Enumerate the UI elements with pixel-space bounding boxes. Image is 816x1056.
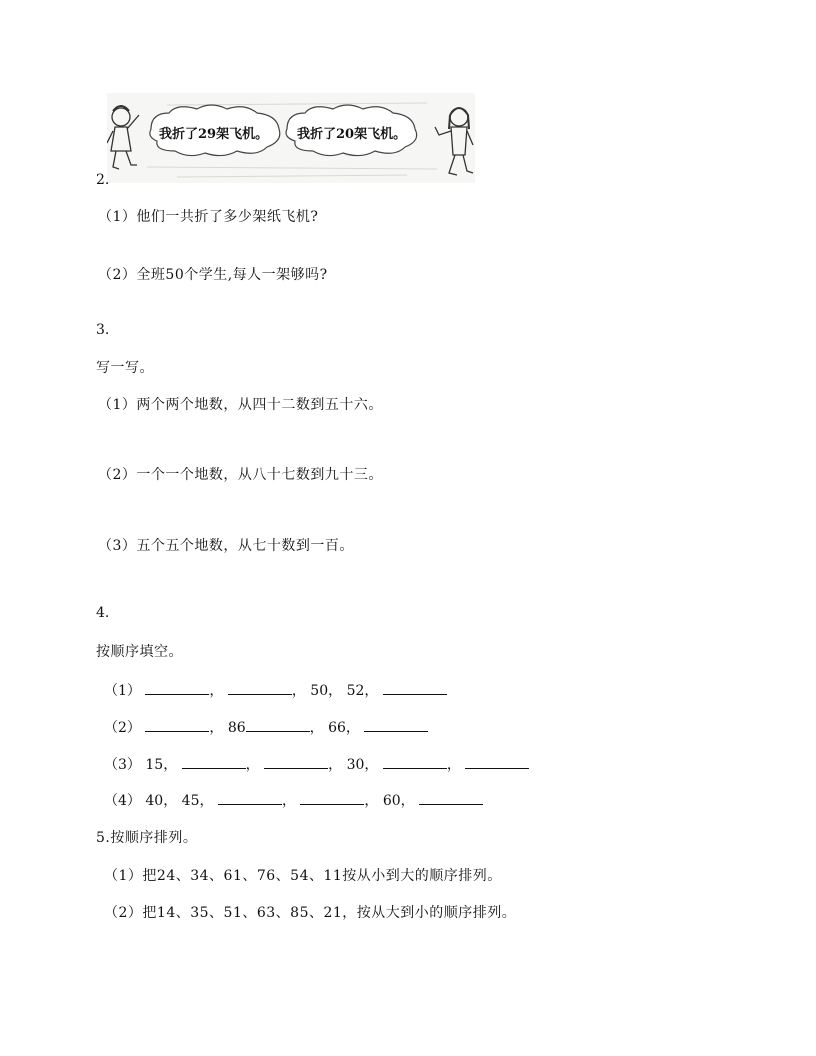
fill-row-3: （3） 15， ， ， 30， ， <box>104 754 529 774</box>
fill-value: 15， <box>145 757 178 773</box>
fill-row-1: （1） ， ， 50， 52， <box>104 680 447 700</box>
question-5-title: 5.按顺序排列。 <box>96 830 198 846</box>
fill-row-1-label: （1） <box>104 683 141 699</box>
question-5-part-2: （2）把14、35、51、63、85、21，按从大到小的顺序排列。 <box>104 905 517 921</box>
fill-value: 45， <box>181 793 214 809</box>
fill-value: 52， <box>346 683 379 699</box>
answer-blank[interactable] <box>383 680 447 695</box>
fill-row-2-label: （2） <box>104 720 141 736</box>
question-3-part-3: （3）五个五个地数，从七十数到一百。 <box>98 538 354 554</box>
question-4-title: 按顺序填空。 <box>96 644 183 660</box>
fill-value: 86 <box>227 720 246 736</box>
question-3-number: 3. <box>96 322 110 338</box>
question-5-part-1: （1）把24、34、61、76、54、11按从小到大的顺序排列。 <box>104 868 502 884</box>
answer-blank[interactable] <box>145 717 209 732</box>
answer-blank[interactable] <box>264 754 328 769</box>
fill-value: 40， <box>145 793 178 809</box>
fill-row-4-label: （4） <box>104 793 141 809</box>
question-2-number: 2. <box>96 172 110 188</box>
question-4-number: 4. <box>96 605 110 621</box>
answer-blank[interactable] <box>300 790 364 805</box>
answer-blank[interactable] <box>228 680 292 695</box>
boy-speech-text: 我折了20架飞机。 <box>297 127 407 142</box>
fill-row-4: （4） 40， 45， ， ， 60， <box>104 790 483 810</box>
fill-value: 50， <box>310 683 343 699</box>
question-3-part-1: （1）两个两个地数，从四十二数到五十六。 <box>98 397 383 413</box>
fill-row-3-label: （3） <box>104 757 141 773</box>
answer-blank[interactable] <box>182 754 246 769</box>
speech-illustration <box>107 93 475 183</box>
answer-blank[interactable] <box>246 717 310 732</box>
answer-blank[interactable] <box>383 754 447 769</box>
answer-blank[interactable] <box>145 680 209 695</box>
answer-blank[interactable] <box>465 754 529 769</box>
answer-blank[interactable] <box>419 790 483 805</box>
boy-figure <box>435 108 473 175</box>
answer-blank[interactable] <box>218 790 282 805</box>
question-3-title: 写一写。 <box>96 360 154 376</box>
girl-figure <box>107 106 139 169</box>
girl-speech-text: 我折了29架飞机。 <box>159 127 269 142</box>
question-2-part-2: （2）全班50个学生,每人一架够吗? <box>98 267 328 283</box>
question-3-part-2: （2）一个一个地数，从八十七数到九十三。 <box>98 467 383 483</box>
question-2-part-1: （1）他们一共折了多少架纸飞机? <box>98 209 319 225</box>
fill-value: 60， <box>382 793 415 809</box>
fill-value: 66， <box>328 720 360 736</box>
answer-blank[interactable] <box>364 717 428 732</box>
fill-row-2: （2） ， 86 ， 66， <box>104 717 428 737</box>
fill-value: 30， <box>346 757 379 773</box>
